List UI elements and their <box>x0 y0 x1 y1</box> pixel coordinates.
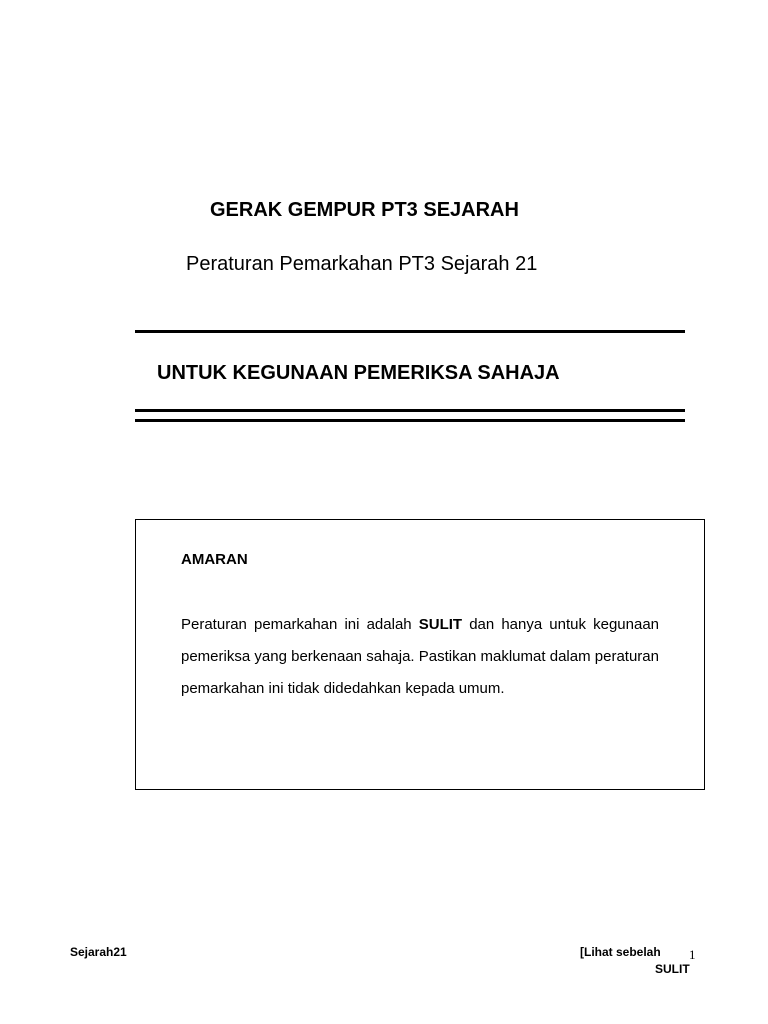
top-divider <box>135 330 685 333</box>
double-divider-upper <box>135 409 685 412</box>
footer-confidential: SULIT <box>655 962 690 976</box>
warning-heading: AMARAN <box>181 551 248 568</box>
footer-turn-over: [Lihat sebelah <box>580 945 661 959</box>
footer-subject: Sejarah21 <box>70 945 127 959</box>
document-title: GERAK GEMPUR PT3 SEJARAH <box>210 199 519 221</box>
page-number: 1 <box>689 947 696 962</box>
examiner-notice: UNTUK KEGUNAAN PEMERIKSA SAHAJA <box>157 362 560 384</box>
document-subtitle: Peraturan Pemarkahan PT3 Sejarah 21 <box>186 253 538 275</box>
warning-text-bold: SULIT <box>418 616 463 633</box>
double-divider-lower <box>135 419 685 422</box>
warning-text-after: dan hanya untuk kegunaan pemeriksa yang berkenaan sahaja. Pastikan maklumat dalam peraturan pemarkahan ini tidak didedahkan kepada umum. <box>181 616 660 697</box>
warning-text-before: Peraturan pemarkahan ini adalah <box>181 616 419 633</box>
warning-text <box>181 609 659 705</box>
warning-box <box>135 519 705 790</box>
